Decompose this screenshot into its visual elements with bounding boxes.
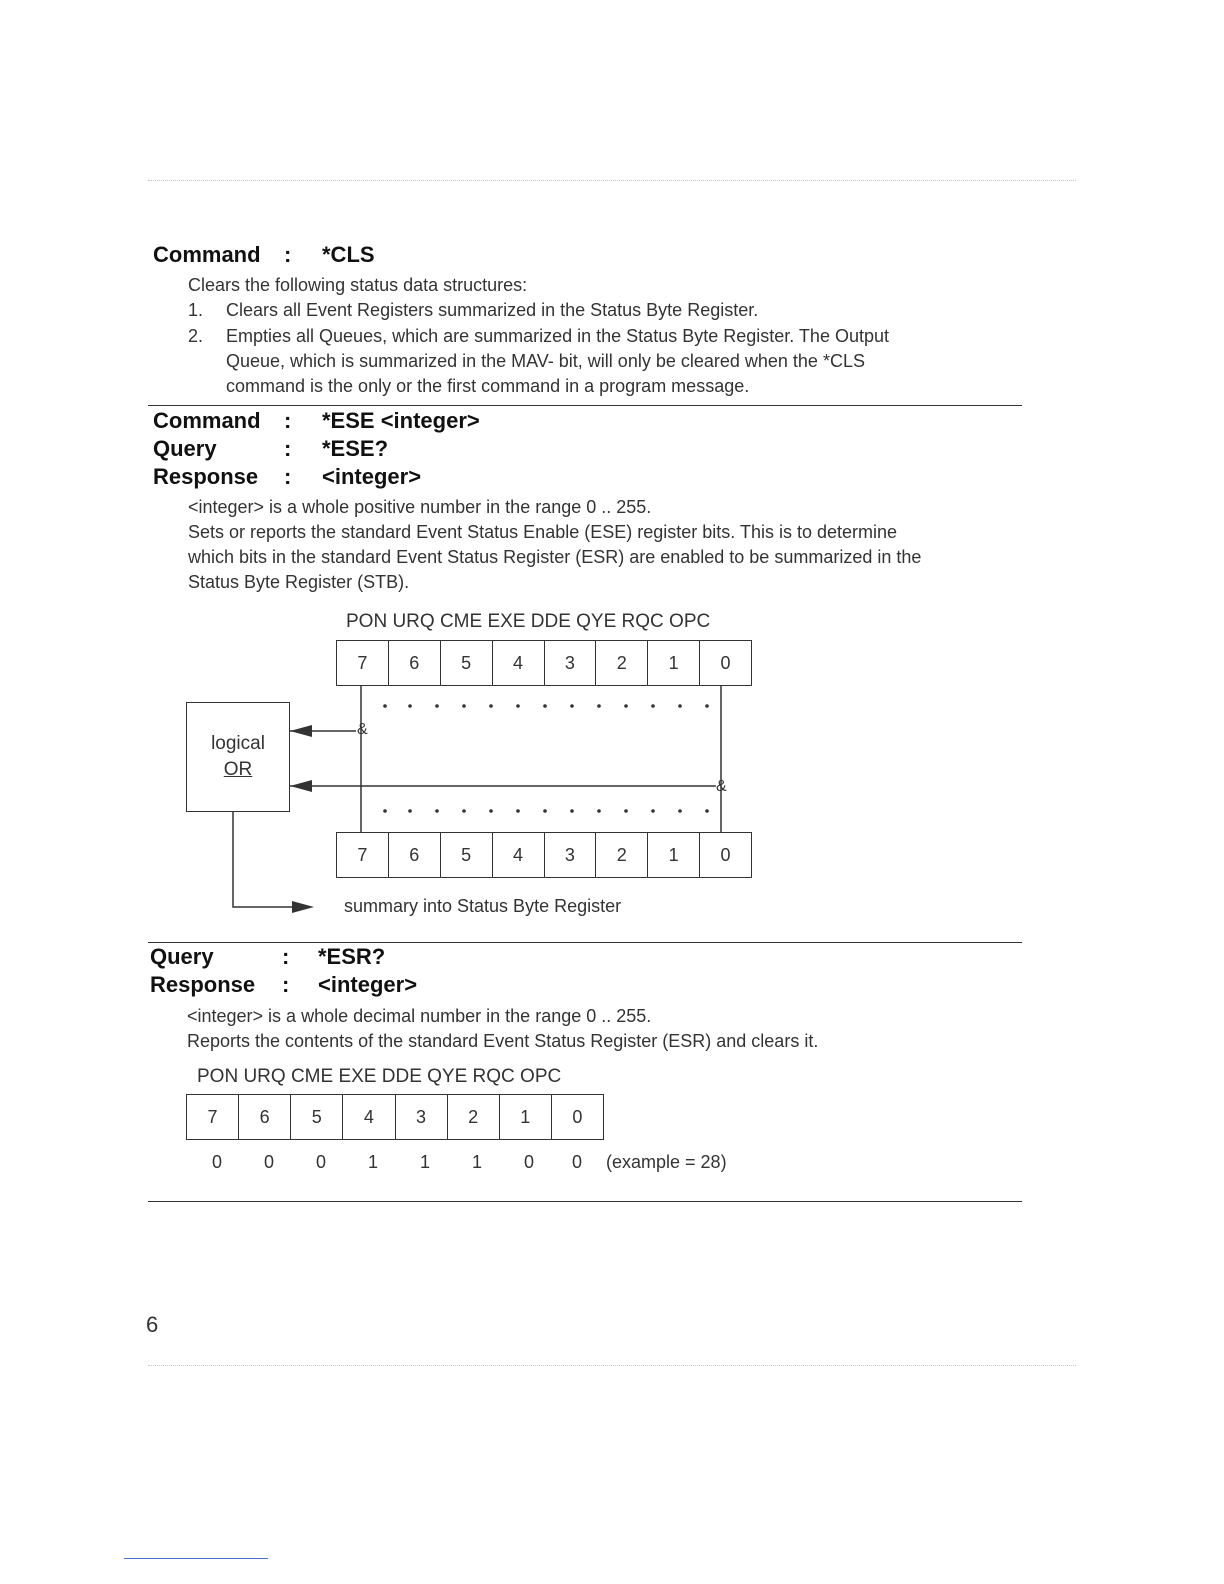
cls-item-1-num: 1. bbox=[188, 300, 204, 320]
ese-bottom-bit: 3 bbox=[545, 833, 597, 877]
esr-query-label: Query bbox=[150, 944, 214, 969]
ese-response-value: <integer> bbox=[322, 464, 422, 489]
summary-label: summary into Status Byte Register bbox=[344, 896, 622, 916]
esr-example-value: 1 bbox=[419, 1152, 430, 1172]
ese-bottom-bit: 7 bbox=[337, 833, 389, 877]
ese-bottom-bit: 0 bbox=[720, 844, 731, 865]
esr-desc-1: <integer> is a whole decimal number in the range 0 .. 255. bbox=[187, 1006, 652, 1026]
esr-example-value: 0 bbox=[315, 1152, 326, 1172]
cls-item-1-line-1: Clears all Event Registers summarized in the Status Byte Register. bbox=[226, 300, 759, 320]
esr-bit: 7 bbox=[187, 1095, 239, 1139]
ese-response-label: Response bbox=[153, 464, 259, 489]
lower-dotted-connection bbox=[383, 809, 709, 813]
ese-command-label: Command bbox=[153, 408, 261, 433]
esr-desc-2: Reports the contents of the standard Event Status Register (ESR) and clears it. bbox=[187, 1031, 819, 1051]
esr-example-value: 1 bbox=[471, 1152, 482, 1172]
esr-bit: 3 bbox=[396, 1095, 448, 1139]
esr-bit-names: PON URQ CME EXE DDE QYE RQC OPC bbox=[197, 1066, 562, 1087]
esr-bit: 1 bbox=[500, 1095, 552, 1139]
or-label: OR bbox=[223, 759, 253, 780]
cls-item-2-line-3: command is the only or the first command in a program message. bbox=[226, 376, 750, 396]
cls-intro: Clears the following status data structures: bbox=[188, 275, 528, 295]
and-gate-lower: & bbox=[716, 778, 727, 795]
page-number: 6 bbox=[146, 1312, 159, 1337]
bottom-blue-mark bbox=[124, 1558, 268, 1559]
cls-item-2-num: 2. bbox=[188, 326, 204, 346]
esr-bit: 4 bbox=[343, 1095, 395, 1139]
section-divider bbox=[148, 405, 1022, 406]
ese-bit-names: PON URQ CME EXE DDE QYE RQC OPC bbox=[346, 611, 711, 632]
cls-item-2-line-2: Queue, which is summarized in the MAV- bit, will only be cleared when the *CLS bbox=[226, 351, 865, 371]
ese-top-bit: 5 bbox=[441, 641, 493, 685]
esr-response-value: <integer> bbox=[318, 972, 418, 997]
ese-desc-4: Status Byte Register (STB). bbox=[188, 572, 410, 592]
ese-bottom-bit: 4 bbox=[493, 833, 545, 877]
ese-query-sep: : bbox=[284, 436, 292, 461]
cls-command: *CLS bbox=[322, 242, 375, 267]
esr-bit: 5 bbox=[291, 1095, 343, 1139]
esr-response-label: Response bbox=[150, 972, 256, 997]
section-divider bbox=[148, 1201, 1022, 1202]
esr-bit: 6 bbox=[239, 1095, 291, 1139]
section-divider bbox=[148, 942, 1022, 943]
ese-bottom-bit: 5 bbox=[441, 833, 493, 877]
ese-top-bit: 7 bbox=[337, 641, 389, 685]
ese-desc-2: Sets or reports the standard Event Status Enable (ESE) register bits. This is to determine bbox=[188, 522, 898, 542]
esr-query-value: *ESR? bbox=[318, 944, 386, 969]
ese-desc-1: <integer> is a whole positive number in the range 0 .. 255. bbox=[188, 497, 652, 517]
cls-sep: : bbox=[284, 242, 292, 267]
esr-example-value: 0 bbox=[211, 1152, 222, 1172]
esr-example-value: 0 bbox=[263, 1152, 274, 1172]
logical-label: logical bbox=[211, 733, 265, 754]
cls-command-label: Command bbox=[153, 242, 261, 267]
ese-top-bit: 1 bbox=[648, 641, 700, 685]
cls-item-2-line-1: Empties all Queues, which are summarized in the Status Byte Register. The Output bbox=[226, 326, 889, 346]
and-gate-upper: & bbox=[357, 721, 368, 738]
ese-top-bit: 0 bbox=[720, 652, 731, 673]
ese-desc-3: which bits in the standard Event Status Register (ESR) are enabled to be summarized in the bbox=[188, 547, 922, 567]
ese-response-sep: : bbox=[284, 464, 292, 489]
ese-top-bit: 2 bbox=[596, 641, 648, 685]
esr-query-sep: : bbox=[282, 944, 290, 969]
esr-register bbox=[186, 1094, 604, 1140]
ese-bottom-bit: 2 bbox=[596, 833, 648, 877]
logical-or-box bbox=[186, 702, 290, 812]
esr-example-value: 1 bbox=[367, 1152, 378, 1172]
esr-example-value: 0 bbox=[523, 1152, 534, 1172]
ese-register-top bbox=[336, 640, 752, 686]
ese-query-value: *ESE? bbox=[322, 436, 389, 461]
esr-example-value: 0 bbox=[571, 1152, 582, 1172]
top-dotted-border bbox=[148, 180, 1076, 181]
esr-example-note: (example = 28) bbox=[606, 1152, 727, 1172]
ese-command-value: *ESE <integer> bbox=[322, 408, 480, 433]
ese-top-bit: 4 bbox=[493, 641, 545, 685]
bottom-dotted-border bbox=[148, 1365, 1076, 1366]
ese-register-bottom bbox=[336, 832, 752, 878]
upper-dotted-connection bbox=[383, 704, 709, 708]
ese-bottom-bit: 6 bbox=[389, 833, 441, 877]
ese-bottom-bit: 1 bbox=[648, 833, 700, 877]
ese-command-sep: : bbox=[284, 408, 292, 433]
esr-response-sep: : bbox=[282, 972, 290, 997]
ese-query-label: Query bbox=[153, 436, 217, 461]
esr-bit: 2 bbox=[448, 1095, 500, 1139]
ese-top-bit: 3 bbox=[545, 641, 597, 685]
ese-top-bit: 6 bbox=[389, 641, 441, 685]
esr-bit: 0 bbox=[572, 1106, 583, 1127]
